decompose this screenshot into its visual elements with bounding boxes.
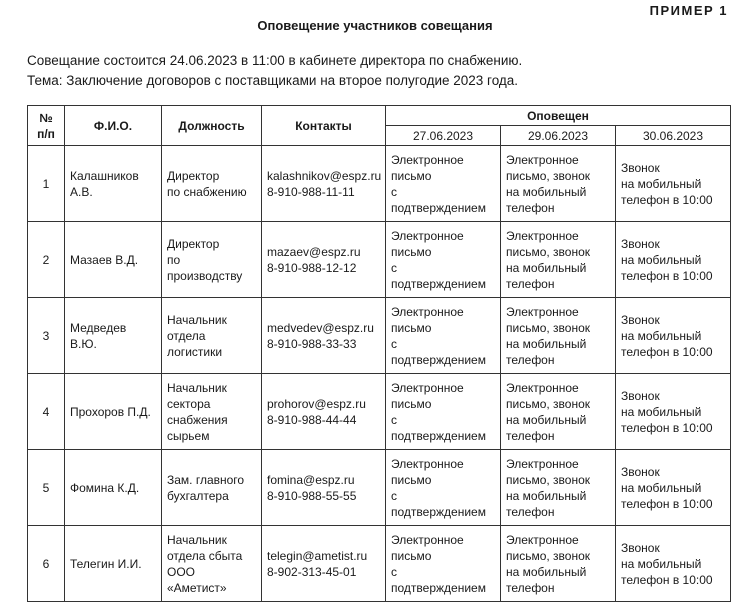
- notified-line: телефон: [506, 352, 555, 367]
- notified-line: письмо: [391, 396, 432, 411]
- cell-position: [162, 526, 262, 602]
- notified-line: с подтверждением: [391, 260, 486, 291]
- cell-contacts: [262, 146, 386, 222]
- notified-line: телефон: [506, 200, 555, 215]
- notified-line: Электронное: [506, 532, 579, 547]
- header-date: 27.06.2023: [386, 126, 501, 146]
- notified-line: телефон: [506, 276, 555, 291]
- cell-contacts: [262, 298, 386, 374]
- table-row: [28, 450, 731, 526]
- notification-table: [27, 105, 731, 602]
- header-position: Должность: [162, 106, 262, 146]
- notified-line: письмо: [391, 168, 432, 183]
- contact-phone: 8-910-988-11-11: [267, 184, 355, 199]
- cell-num: 4: [28, 374, 65, 450]
- notified-line: с подтверждением: [391, 336, 486, 367]
- header-num: [28, 106, 65, 146]
- cell-name: Фомина К.Д.: [65, 450, 162, 526]
- notified-line: на мобильный: [506, 336, 587, 351]
- cell-name: Калашников А.В.: [65, 146, 162, 222]
- notified-line: Электронное: [391, 304, 464, 319]
- notified-line: Звонок: [621, 312, 660, 327]
- meeting-topic-line: Тема: Заключение договоров с поставщиками на второе полугодие 2023 года.: [27, 73, 519, 88]
- table-row: [28, 374, 731, 450]
- notified-line: на мобильный: [506, 184, 587, 199]
- header-date: 30.06.2023: [616, 126, 731, 146]
- contact-email: kalashnikov@espz.ru: [267, 168, 382, 183]
- notified-line: на мобильный: [506, 412, 587, 427]
- notified-line: Электронное: [506, 152, 579, 167]
- notified-line: Звонок: [621, 388, 660, 403]
- notified-line: Звонок: [621, 540, 660, 555]
- notified-line: телефон: [506, 580, 555, 595]
- notified-line: телефон в 10:00: [621, 192, 713, 207]
- cell-notified-date-1: [386, 374, 501, 450]
- cell-num: 5: [28, 450, 65, 526]
- table-row: [28, 526, 731, 602]
- notified-line: письмо, звонок: [506, 396, 591, 411]
- position-line: Директор: [167, 168, 220, 183]
- cell-num: 3: [28, 298, 65, 374]
- position-line: сектора: [167, 396, 211, 411]
- notified-line: письмо: [391, 472, 432, 487]
- notified-line: с подтверждением: [391, 184, 486, 215]
- position-line: Начальник: [167, 380, 227, 395]
- notified-line: Звонок: [621, 464, 660, 479]
- notified-line: телефон в 10:00: [621, 420, 713, 435]
- cell-notified-date-2: [501, 146, 616, 222]
- table-row: [28, 146, 731, 222]
- notified-line: письмо: [391, 548, 432, 563]
- cell-position: [162, 450, 262, 526]
- notified-line: Электронное: [391, 456, 464, 471]
- notified-line: на мобильный: [506, 488, 587, 503]
- notified-line: с подтверждением: [391, 412, 486, 443]
- notified-line: телефон в 10:00: [621, 344, 713, 359]
- position-line: по снабжению: [167, 184, 247, 199]
- cell-num: 6: [28, 526, 65, 602]
- contact-phone: 8-910-988-55-55: [267, 488, 357, 503]
- position-line: сырьем: [167, 428, 210, 443]
- header-num-line: п/п: [37, 126, 55, 141]
- cell-name: Телегин И.И.: [65, 526, 162, 602]
- cell-position: [162, 146, 262, 222]
- notified-line: на мобильный: [621, 176, 702, 191]
- cell-name: Прохоров П.Д.: [65, 374, 162, 450]
- header-name: Ф.И.О.: [65, 106, 162, 146]
- cell-notified-date-1: [386, 526, 501, 602]
- notified-line: на мобильный: [621, 404, 702, 419]
- page-title: Оповещение участников совещания: [257, 18, 493, 33]
- position-line: бухгалтера: [167, 488, 229, 503]
- notified-line: с подтверждением: [391, 488, 486, 519]
- contact-phone: 8-910-988-33-33: [267, 336, 357, 351]
- cell-notified-date-3: [616, 374, 731, 450]
- contact-email: fomina@espz.ru: [267, 472, 355, 487]
- notified-line: телефон в 10:00: [621, 572, 713, 587]
- notified-line: Электронное: [391, 152, 464, 167]
- notified-line: телефон в 10:00: [621, 268, 713, 283]
- notified-line: письмо, звонок: [506, 244, 591, 259]
- notified-line: на мобильный: [621, 556, 702, 571]
- cell-notified-date-1: [386, 146, 501, 222]
- notified-line: письмо, звонок: [506, 168, 591, 183]
- notified-line: Электронное: [506, 228, 579, 243]
- cell-contacts: [262, 374, 386, 450]
- header-contacts: Контакты: [262, 106, 386, 146]
- position-line: Директор: [167, 236, 220, 251]
- notified-line: письмо: [391, 244, 432, 259]
- notified-line: Электронное: [506, 380, 579, 395]
- notified-line: Электронное: [391, 380, 464, 395]
- cell-notified-date-3: [616, 146, 731, 222]
- notified-line: телефон: [506, 504, 555, 519]
- notified-line: телефон: [506, 428, 555, 443]
- position-line: Начальник: [167, 312, 227, 327]
- position-line: ООО «Аметист»: [167, 564, 227, 595]
- position-line: отдела: [167, 328, 206, 343]
- notified-line: Звонок: [621, 236, 660, 251]
- cell-contacts: [262, 222, 386, 298]
- notified-line: Электронное: [506, 456, 579, 471]
- cell-notified-date-2: [501, 298, 616, 374]
- cell-position: [162, 374, 262, 450]
- notified-line: Электронное: [391, 228, 464, 243]
- position-line: по производству: [167, 252, 243, 283]
- table-row: [28, 222, 731, 298]
- cell-notified-date-2: [501, 222, 616, 298]
- table-body: [28, 146, 731, 602]
- notified-line: Электронное: [391, 532, 464, 547]
- contact-phone: 8-910-988-12-12: [267, 260, 357, 275]
- header-notified: Оповещен: [386, 106, 731, 126]
- position-line: логистики: [167, 344, 223, 359]
- cell-notified-date-2: [501, 526, 616, 602]
- position-line: снабжения: [167, 412, 228, 427]
- table-row: [28, 298, 731, 374]
- notified-line: на мобильный: [506, 564, 587, 579]
- notified-line: письмо, звонок: [506, 548, 591, 563]
- cell-name: Медведев В.Ю.: [65, 298, 162, 374]
- contact-email: mazaev@espz.ru: [267, 244, 361, 259]
- cell-contacts: [262, 526, 386, 602]
- contact-email: prohorov@espz.ru: [267, 396, 366, 411]
- cell-notified-date-3: [616, 298, 731, 374]
- header-num-line: №: [39, 110, 53, 125]
- contact-phone: 8-902-313-45-01: [267, 564, 357, 579]
- notified-line: Электронное: [506, 304, 579, 319]
- cell-notified-date-2: [501, 450, 616, 526]
- position-line: отдела сбыта: [167, 548, 243, 563]
- cell-notified-date-2: [501, 374, 616, 450]
- cell-notified-date-1: [386, 450, 501, 526]
- notified-line: на мобильный: [621, 328, 702, 343]
- cell-position: [162, 222, 262, 298]
- example-label: ПРИМЕР 1: [649, 3, 728, 18]
- contact-email: medvedev@espz.ru: [267, 320, 374, 335]
- notified-line: на мобильный: [621, 480, 702, 495]
- notified-line: письмо, звонок: [506, 472, 591, 487]
- notified-line: с подтверждением: [391, 564, 486, 595]
- cell-num: 2: [28, 222, 65, 298]
- position-line: Начальник: [167, 532, 227, 547]
- cell-notified-date-1: [386, 222, 501, 298]
- notified-line: Звонок: [621, 160, 660, 175]
- cell-name: Мазаев В.Д.: [65, 222, 162, 298]
- notified-line: на мобильный: [506, 260, 587, 275]
- contact-phone: 8-910-988-44-44: [267, 412, 357, 427]
- cell-notified-date-3: [616, 526, 731, 602]
- contact-email: telegin@ametist.ru: [267, 548, 368, 563]
- notified-line: телефон в 10:00: [621, 496, 713, 511]
- header-date: 29.06.2023: [501, 126, 616, 146]
- cell-num: 1: [28, 146, 65, 222]
- position-line: Зам. главного: [167, 472, 245, 487]
- notified-line: письмо, звонок: [506, 320, 591, 335]
- cell-position: [162, 298, 262, 374]
- cell-contacts: [262, 450, 386, 526]
- cell-notified-date-3: [616, 450, 731, 526]
- notified-line: письмо: [391, 320, 432, 335]
- cell-notified-date-3: [616, 222, 731, 298]
- notified-line: на мобильный: [621, 252, 702, 267]
- meeting-info-line: Совещание состоится 24.06.2023 в 11:00 в кабинете директора по снабжению.: [27, 53, 523, 68]
- cell-notified-date-1: [386, 298, 501, 374]
